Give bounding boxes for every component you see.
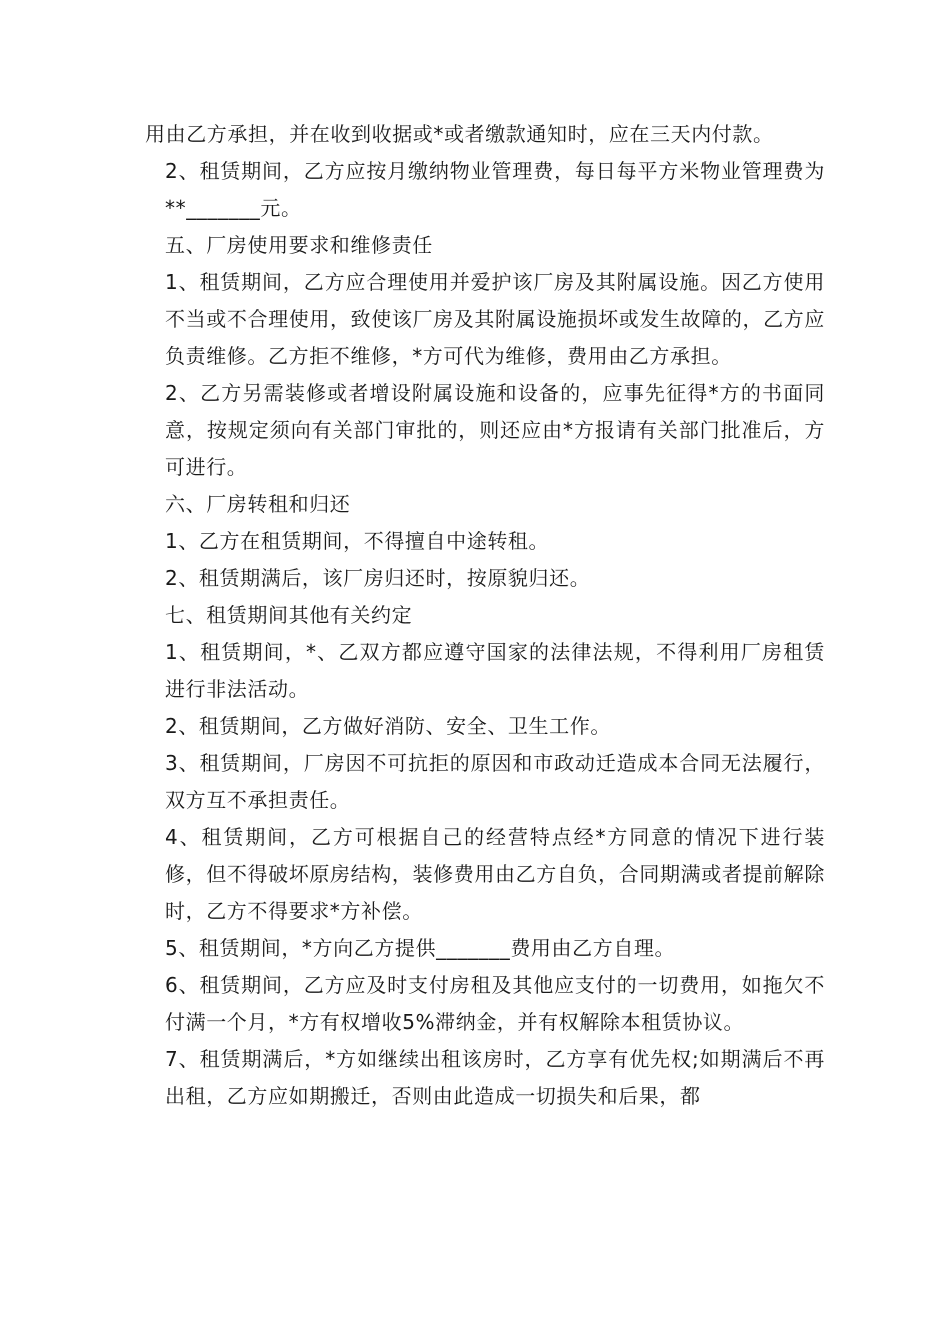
clause-6-2: 2、租赁期满后，该厂房归还时，按原貌归还。 — [165, 566, 591, 590]
section-heading-7: 七、租赁期间其他有关约定 — [165, 603, 413, 627]
clause-7-6: 6、租赁期间，乙方应及时支付房租及其他应支付的一切费用，如拖欠不付满一个月，*方有权增收5%滞纳金，并有权解除本租赁协议。 — [165, 973, 825, 1034]
section-heading-6: 六、厂房转租和归还 — [165, 492, 351, 516]
clause-7-5: 5、租赁期间，*方向乙方提供_______费用由乙方自理。 — [165, 936, 676, 960]
clause-7-7: 7、租赁期满后，*方如继续出租该房时，乙方享有优先权;如期满后不再出租，乙方应如期搬迁，否则由此造成一切损失和后果，都 — [165, 1047, 825, 1108]
clause-5-2: 2、乙方另需装修或者增设附属设施和设备的，应事先征得*方的书面同意，按规定须向有关部门审批的，则还应由*方报请有关部门批准后，方可进行。 — [165, 381, 825, 479]
document-body — [145, 116, 825, 1115]
clause-7-3: 3、租赁期间，厂房因不可抗拒的原因和市政动迁造成本合同无法履行，双方互不承担责任。 — [165, 751, 825, 812]
paragraph-continuation: 用由乙方承担，并在收到收据或*或者缴款通知时，应在三天内付款。 — [145, 122, 774, 146]
section-heading-5: 五、厂房使用要求和维修责任 — [165, 233, 433, 257]
clause-7-2: 2、租赁期间，乙方做好消防、安全、卫生工作。 — [165, 714, 611, 738]
clause-7-1: 1、租赁期间，*、乙双方都应遵守国家的法律法规，不得利用厂房租赁进行非法活动。 — [165, 640, 825, 701]
clause-7-4: 4、租赁期间，乙方可根据自己的经营特点经*方同意的情况下进行装修，但不得破坏原房结构，装修费用由乙方自负，合同期满或者提前解除时，乙方不得要求*方补偿。 — [165, 825, 825, 923]
clause-6-1: 1、乙方在租赁期间，不得擅自中途转租。 — [165, 529, 550, 553]
clause-5-1: 1、租赁期间，乙方应合理使用并爱护该厂房及其附属设施。因乙方使用不当或不合理使用，致使该厂房及其附属设施损坏或发生故障的，乙方应负责维修。乙方拒不维修，*方可代为维修，费用由乙方承担。 — [165, 270, 825, 368]
clause-4-2: 2、租赁期间，乙方应按月缴纳物业管理费，每日每平方米物业管理费为**_______元。 — [165, 159, 825, 220]
